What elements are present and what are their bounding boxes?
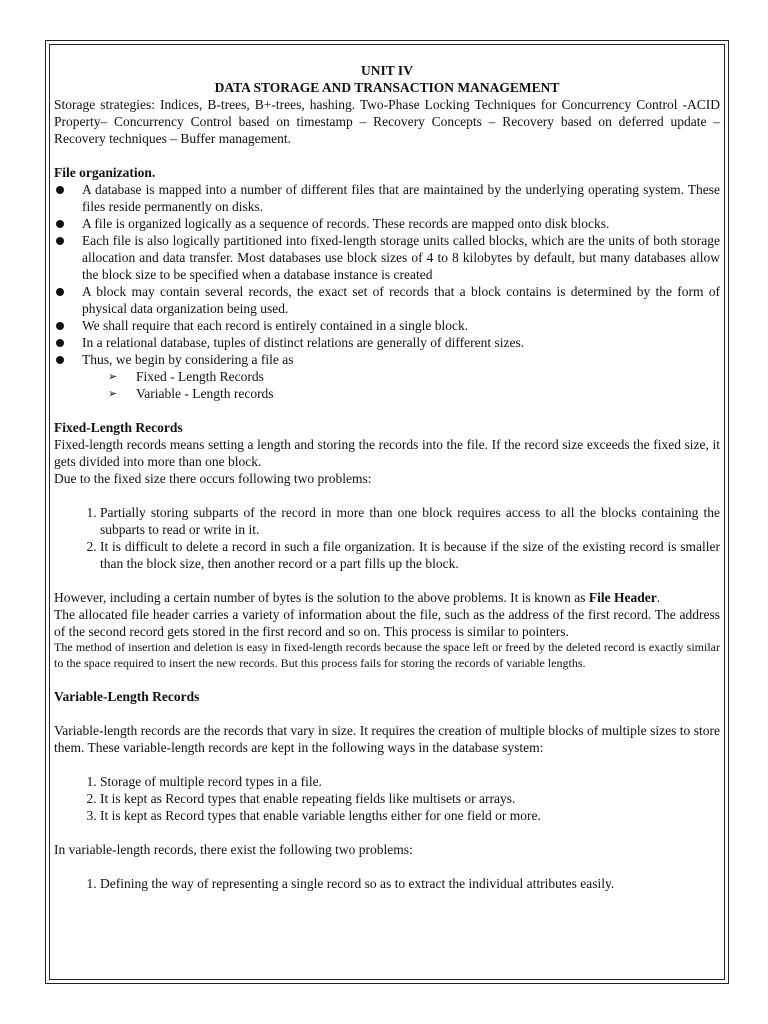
variable-length-paragraph: Variable-length records are the records that vary in size. It requires the creation of multiple blocks of multiple sizes to store them. These variable-length records are kept in the following ways in the database system:: [54, 723, 720, 755]
variable-length-problems-intro: In variable-length records, there exist the following two problems:: [54, 842, 413, 857]
list-item: Thus, we begin by considering a file as: [54, 351, 720, 368]
fixed-length-problems-list: [54, 504, 720, 572]
unit-label: UNIT IV: [361, 63, 413, 78]
list-item: 1. Storage of multiple record types in a file.: [100, 773, 720, 790]
list-item: Each file is also logically partitioned into fixed-length storage units called blocks, which are the units of both storage allocation and data transfer. Most databases use block sizes of 4 to 8 kilobytes by default, but many databases allow the block size to be specified when a database instance is created: [54, 232, 720, 283]
file-organization-heading: File organization.: [54, 165, 156, 180]
variable-length-ways-list: [54, 773, 720, 824]
record-type-list: [54, 368, 720, 402]
variable-length-heading: Variable-Length Records: [54, 689, 200, 704]
list-item: 1. Partially storing subparts of the record in more than one block requires access to all the blocks containing the subparts to read or write in it.: [100, 504, 720, 538]
list-item: In a relational database, tuples of distinct relations are generally of different sizes.: [54, 334, 720, 351]
document-body: [54, 62, 720, 892]
list-item: ➢ Fixed - Length Records: [108, 368, 720, 385]
fixed-length-paragraph: Fixed-length records means setting a length and storing the records into the file. If the record size exceeds the fixed size, it gets divided into more than one block.: [54, 437, 720, 469]
list-item: A database is mapped into a number of different files that are maintained by the underlying operating system. These files reside permanently on disks.: [54, 181, 720, 215]
page-title: DATA STORAGE AND TRANSACTION MANAGEMENT: [214, 80, 560, 95]
list-item: 2. It is kept as Record types that enable repeating fields like multisets or arrays.: [100, 790, 720, 807]
fixed-length-problems-intro: Due to the fixed size there occurs following two problems:: [54, 471, 372, 486]
file-organization-list: [54, 181, 720, 368]
list-item: A file is organized logically as a sequence of records. These records are mapped onto disk blocks.: [54, 215, 720, 232]
file-header-description: The allocated file header carries a variety of information about the file, such as the address of the first record. The address of the second record gets stored in the first record and so on. This process is similar to pointers.: [54, 607, 720, 639]
syllabus-paragraph: Storage strategies: Indices, B-trees, B+-trees, hashing. Two-Phase Locking Techniques for Concurrency Control -ACID Property– Concurrency Control based on timestamp – Recovery Concepts – Recovery based on deferred update – Recovery techniques – Buffer management.: [54, 97, 720, 146]
insertion-deletion-paragraph: The method of insertion and deletion is easy in fixed-length records because the space left or freed by the deleted record is exactly similar to the space required to insert the new records. But this process fails for storing the records of variable lengths.: [54, 640, 720, 670]
list-item: 3. It is kept as Record types that enable variable lengths either for one field or more.: [100, 807, 720, 824]
file-header-term: File Header: [588, 590, 657, 605]
fixed-length-heading: Fixed-Length Records: [54, 420, 183, 435]
list-item: ➢ Variable - Length records: [108, 385, 720, 402]
file-header-paragraph: However, including a certain number of bytes is the solution to the above problems. It is known as File Header.: [54, 590, 661, 605]
list-item: We shall require that each record is entirely contained in a single block.: [54, 317, 720, 334]
list-item: A block may contain several records, the exact set of records that a block contains is determined by the form of physical data organization being used.: [54, 283, 720, 317]
list-item: 1. Defining the way of representing a single record so as to extract the individual attributes easily.: [100, 875, 720, 892]
variable-length-problems-list: [54, 875, 720, 892]
list-item: 2. It is difficult to delete a record in such a file organization. It is because if the size of the existing record is smaller than the block size, then another record or a part fills up the block.: [100, 538, 720, 572]
